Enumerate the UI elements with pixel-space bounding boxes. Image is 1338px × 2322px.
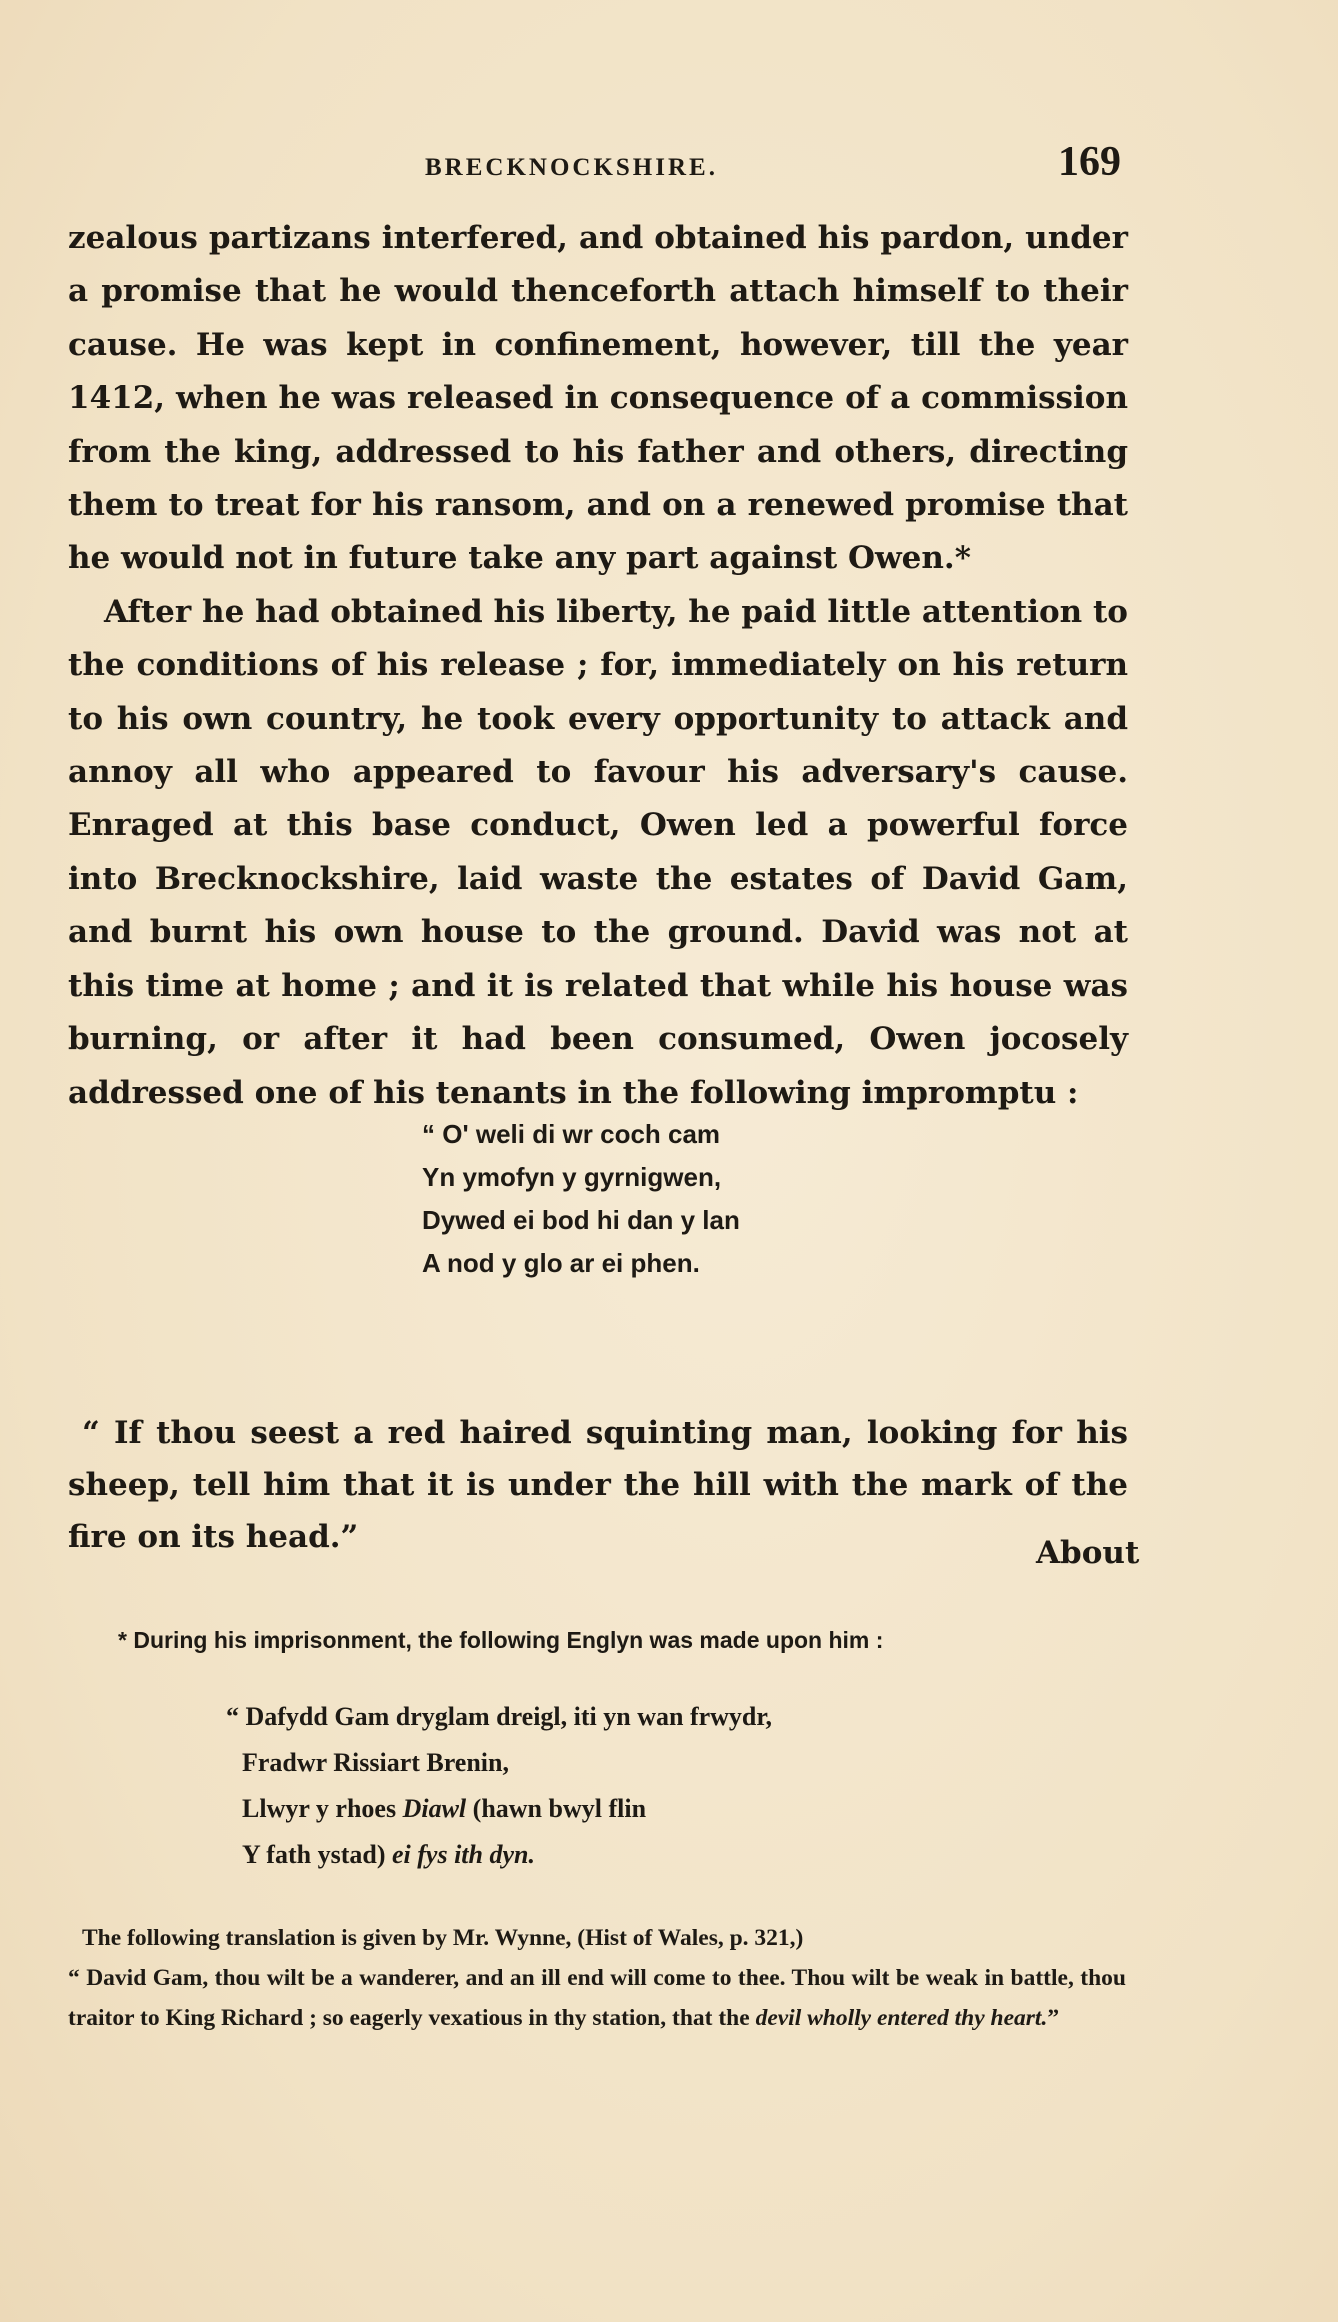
verse-italic: ei fys ith dyn.: [391, 1840, 535, 1869]
translation-text: [68, 1958, 1126, 2038]
verse-fragment: (hawn bwyl flin: [472, 1794, 647, 1823]
verse-line: Dywed ei bod hi dan y lan: [422, 1205, 740, 1235]
closing-quote: ”: [1047, 2005, 1060, 2031]
page-header: [0, 138, 1338, 198]
verse-line: [242, 1786, 1138, 1832]
verse-line: Yn ymofyn y gyrnigwen,: [422, 1162, 722, 1192]
verse-fragment: Llwyr y rhoes: [242, 1794, 397, 1823]
verse-fragment: Y fath ystad): [242, 1840, 386, 1869]
running-head: BRECKNOCKSHIRE.: [425, 154, 718, 181]
footnote: [68, 1620, 1138, 2038]
footnote-translation: [68, 1918, 1126, 2038]
verse-line: “ Dafydd Gam dryglam dreigl, iti yn wan frwydr,: [226, 1702, 773, 1731]
translation-body: “ David Gam, thou wilt be a wanderer, and an ill end will come to thee. Thou wilt be weak in battle, thou traitor to King Richard ; so eagerly vexatious in thy station, that the: [68, 1965, 1126, 2031]
translation-intro: The following translation is given by Mr. Wynne, (Hist of Wales, p. 321,): [82, 1925, 804, 1951]
welsh-verse: [422, 1113, 1022, 1285]
verse-line: A nod y glo ar ei phen.: [422, 1248, 700, 1278]
verse-line: “ O' weli di wr coch cam: [422, 1119, 721, 1149]
verse-translation: “ If thou seest a red haired squinting man, looking for his sheep, tell him that it is under the hill with the mark of the fire on its head.”: [68, 1415, 1128, 1555]
main-text: [68, 212, 1128, 1120]
catchword: About: [1036, 1535, 1140, 1571]
translation-italic: devil wholly entered thy heart.: [755, 2005, 1048, 2031]
verse-line: Fradwr Rissiart Brenin,: [242, 1748, 509, 1777]
paragraph: After he had obtained his liberty, he paid little attention to the conditions of his release ; for, immediately on his return to his own country, he took every opportunity to attack and annoy all who appeared to favour his adversary's cause. Enraged at this base conduct, Owen led a powerful force into Brecknockshire, laid waste the estates of David Gam, and burnt his own house to the ground. David was not at this time at home ; and it is related that while his house was burning, or after it had been consumed, Owen jocosely addressed one of his tenants in the following impromptu :: [68, 593, 1128, 1111]
paragraph: zealous partizans interfered, and obtained his pardon, under a promise that he would thenceforth attach himself to their cause. He was kept in confinement, however, till the year 1412, when he was released in consequence of a commission from the king, addressed to his father and others, directing them to treat for his ransom, and on a renewed promise that he would not in future take any part against Owen.*: [68, 220, 1128, 577]
page-number: 169: [1058, 139, 1121, 185]
verse-italic: Diawl: [402, 1794, 467, 1823]
footnote-intro: * During his imprisonment, the following Englyn was made upon him :: [118, 1627, 884, 1653]
verse-line: [242, 1832, 1138, 1878]
englyn-verse: [226, 1694, 1138, 1878]
